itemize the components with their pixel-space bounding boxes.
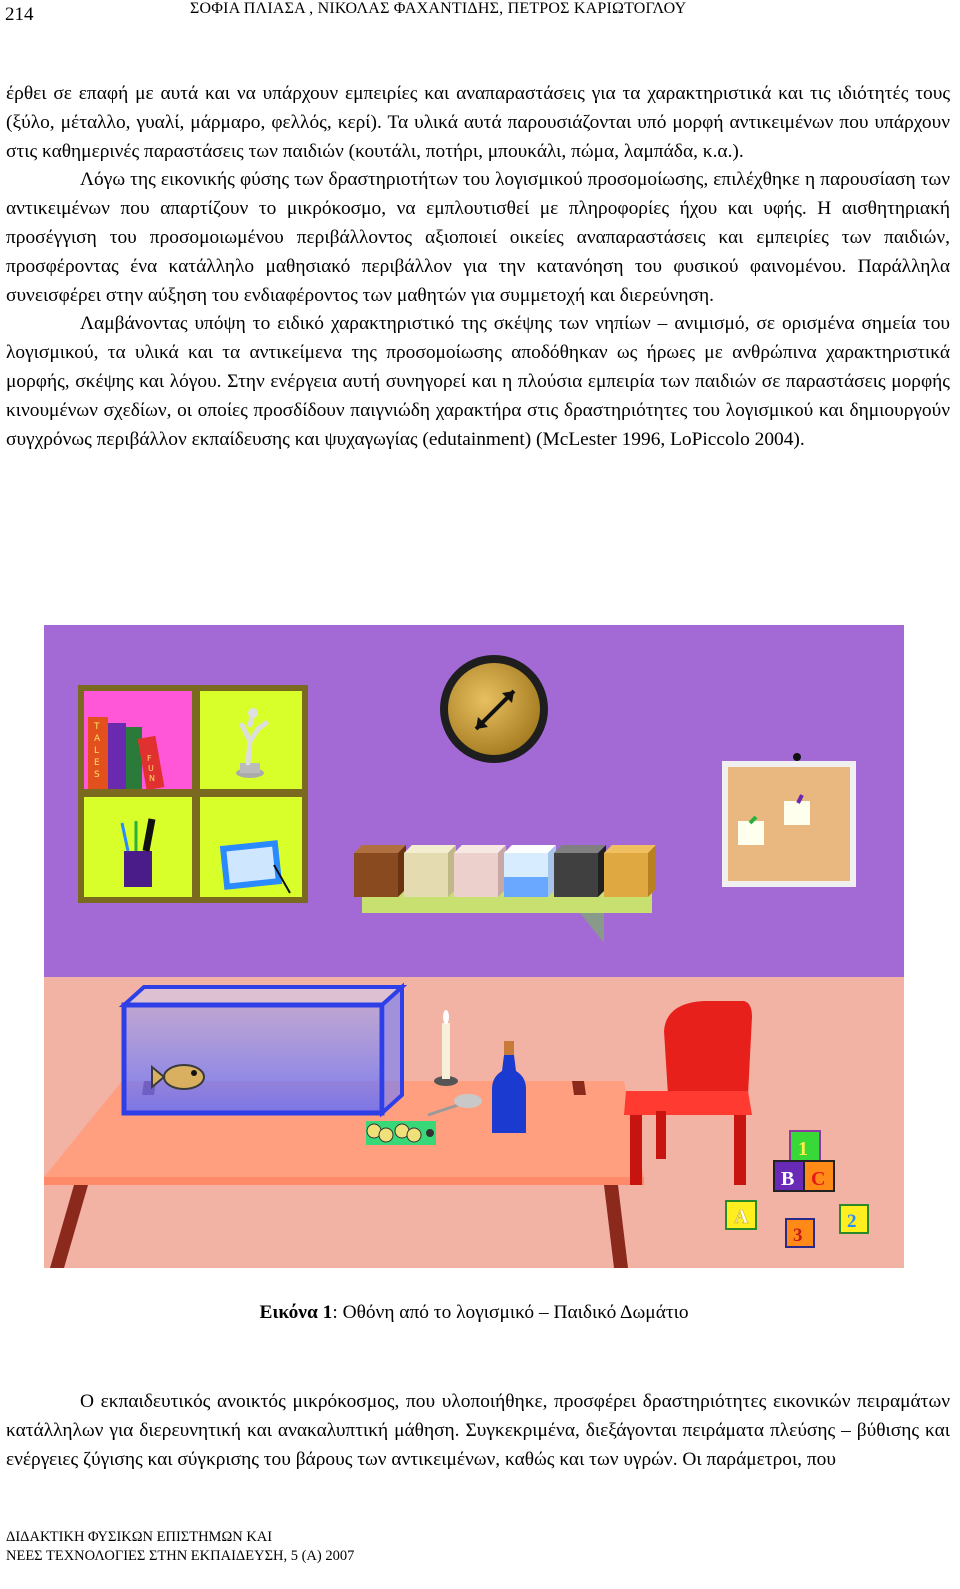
paragraph-3: Λαμβάνοντας υπόψη το ειδικό χαρακτηριστικό της σκέψης των νηπίων – ανιμισμό, σε ορισμένα σημεία του λογισμικού, τα υλικά και τα αντικείμενα της προσομοίωσης αποδόθηκαν ως ήρωες με ανθρώπινα χαρακτηριστικά μορφής, σκέψης και λόγου. Στην ενέργεια αυτή συνηγορεί και η πλούσια εμπειρία των παιδιών σε παραστάσεις μορφής κινουμένων σχεδίων, οι οποίες προσδίδουν παιγνιώδη χαρακτήρα στις δραστηριότητες του λογισμικού και δημιουργούν συγχρόνως περιβάλλον εκπαίδευσης και ψυχαγωγίας (edutainment) (McLester 1996, LoPiccolo 2004). bbox=[6, 313, 950, 450]
book-letter: T bbox=[94, 722, 100, 732]
book-green bbox=[126, 727, 142, 789]
svg-text:C: C bbox=[811, 1168, 826, 1190]
book-letter: S bbox=[94, 770, 100, 780]
metal-cube bbox=[554, 845, 606, 897]
page-number: 214 bbox=[5, 4, 34, 25]
body-text-top bbox=[6, 80, 950, 454]
bookshelf bbox=[78, 685, 308, 903]
note bbox=[784, 801, 810, 825]
svg-text:A: A bbox=[734, 1206, 749, 1228]
marble-cube bbox=[454, 845, 506, 897]
paragraph-1: έρθει σε επαφή με αυτά και να υπάρχουν εμπειρίες και αναπαραστάσεις για τα χαρακτηριστικά και τις ιδιότητές τους (ξύλο, μέταλλο, γυαλί, μάρμαρο, φελλός, κερί). Τα υλικά αυτά παρουσιάζονται υπό μορφή αντικειμένων που υπάρχουν στις καθημερινές παραστάσεις των παιδιών (κουτάλι, ποτήρι, μπουκάλι, πώμα, λαμπάδα, κ.α.). bbox=[6, 83, 950, 162]
page-footer bbox=[6, 1528, 354, 1566]
footer-journal-line-1: ΔΙΔΑΚΤΙΚΗ ΦΥΣΙΚΩΝ ΕΠΙΣΤΗΜΩΝ ΚΑΙ bbox=[6, 1529, 273, 1545]
footer-journal-line-2: ΝΕΕΣ ΤΕΧΝΟΛΟΓΙΕΣ ΣΤΗΝ ΕΚΠΑΙΔΕΥΣΗ, 5 (Α) 2007 bbox=[6, 1548, 355, 1564]
book-letter: U bbox=[148, 764, 154, 773]
wax-cube bbox=[404, 845, 456, 897]
book-letter: F bbox=[147, 754, 152, 763]
book-letter: L bbox=[94, 746, 100, 756]
kids-room-scene bbox=[44, 625, 904, 1268]
wood-cube bbox=[354, 845, 406, 897]
note bbox=[738, 821, 764, 845]
svg-text:3: 3 bbox=[793, 1225, 803, 1246]
paragraph-2: Λόγω της εικονικής φύσης των δραστηριοτήτων του λογισμικού προσομοίωσης, επιλέχθηκε η παρουσίαση των αντικειμένων που απαρτίζουν το μικρόκοσμο, να εμπλουτισθεί με πληροφορίες ήχου και υφής. Η αισθητηριακή προσέγγιση του προσομοιωμένου περιβάλλοντος αξιοποιεί οικείες αναπαραστάσεις και εμπειρίες των παιδιών, προσφέροντας ένα κατάλληλο μαθησιακό περιβάλλον για την κατανόηση του φυσικού φαινομένου. Παράλληλα συνεισφέρει στην αύξηση του ενδιαφέροντος των μαθητών για συμμετοχή και διερεύνηση. bbox=[6, 169, 950, 306]
caption-text: : Οθόνη από το λογισμικό – Παιδικό Δωμάτιο bbox=[332, 1302, 689, 1323]
svg-text:2: 2 bbox=[847, 1211, 857, 1232]
block-a bbox=[726, 1201, 756, 1229]
block-c bbox=[804, 1161, 834, 1191]
block-3 bbox=[786, 1219, 814, 1247]
book-letter: E bbox=[94, 758, 100, 768]
svg-text:1: 1 bbox=[798, 1138, 808, 1160]
paragraph-4: Ο εκπαιδευτικός ανοικτός μικρόκοσμος, που υλοποιήθηκε, προσφέρει δραστηριότητες εικονικών πειραμάτων κατάλληλων για διερευνητική και ανακαλυπτική μάθηση. Συγκεκριμένα, διεξάγονται πειράματα πλεύσης – βύθισης και ενέργειες ζύγισης και σύγκρισης του βάρους των αντικειμένων, καθώς και των υγρών. Οι παράμετροι, που bbox=[6, 1391, 950, 1470]
figure-caption bbox=[0, 1302, 948, 1324]
cork-caps-tray bbox=[366, 1121, 436, 1145]
page-header bbox=[0, 0, 960, 30]
figure-kids-room-screenshot bbox=[44, 625, 904, 1268]
glass-cube bbox=[504, 845, 556, 897]
running-head-authors: ΣΟΦΙΑ ΠΛΙΑΣΑ , ΝΙΚΟΛΑΣ ΦΑΧΑΝΤΙΔΗΣ, ΠΕΤΡΟΣ ΚΑΡΙΩΤΟΓΛΟΥ bbox=[190, 0, 687, 17]
book-letter: A bbox=[94, 734, 101, 744]
fish-tank bbox=[124, 987, 402, 1113]
block-2 bbox=[840, 1205, 868, 1233]
book-purple bbox=[108, 723, 126, 789]
caption-label: Εικόνα 1 bbox=[259, 1302, 333, 1323]
corkboard bbox=[722, 753, 856, 887]
svg-text:B: B bbox=[781, 1168, 795, 1190]
book-letter: N bbox=[149, 774, 155, 783]
body-text-bottom bbox=[6, 1388, 950, 1474]
wall-clock bbox=[440, 655, 548, 763]
block-1 bbox=[790, 1131, 820, 1161]
block-b bbox=[774, 1161, 804, 1191]
cork-cube bbox=[604, 845, 656, 897]
